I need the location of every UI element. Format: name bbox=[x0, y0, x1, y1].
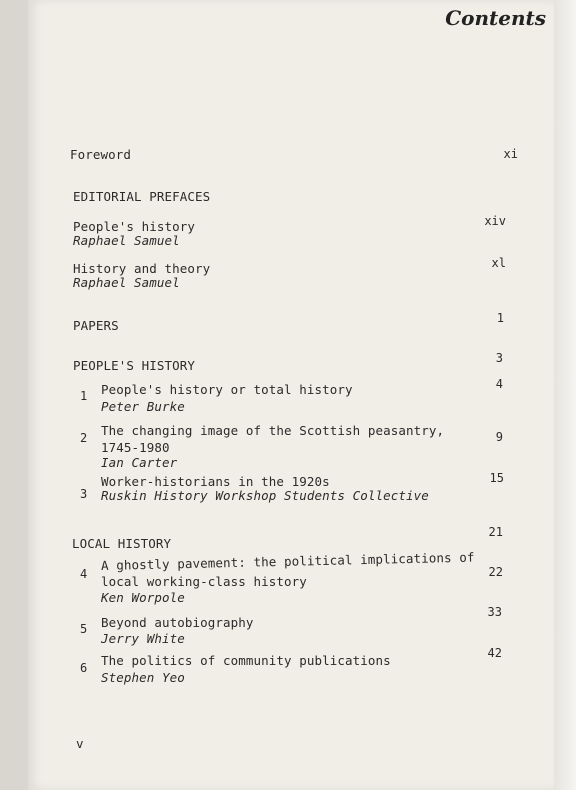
toc-entry-number: 3 bbox=[80, 487, 88, 501]
toc-section-peoples-history: PEOPLE'S HISTORY bbox=[73, 358, 196, 373]
toc-entry-author: Ken Worpole bbox=[101, 590, 185, 605]
toc-entry-title-continued: local working-class history bbox=[101, 574, 307, 589]
toc-entry-page: 42 bbox=[487, 646, 502, 660]
toc-section-page: 21 bbox=[488, 525, 503, 539]
toc-section-page: 3 bbox=[495, 351, 503, 365]
toc-entry-number: 2 bbox=[80, 431, 88, 445]
toc-entry-number: 5 bbox=[80, 622, 88, 636]
toc-foreword-title: Foreword bbox=[70, 147, 132, 162]
toc-foreword-page: xi bbox=[503, 147, 518, 161]
toc-entry-title: The politics of community publications bbox=[101, 653, 391, 668]
toc-entry-author: Ruskin History Workshop Students Collective bbox=[101, 488, 429, 503]
toc-entry-page: 9 bbox=[495, 430, 503, 444]
toc-entry-title: The changing image of the Scottish peasantry, bbox=[101, 423, 445, 438]
toc-entry-page: 4 bbox=[495, 377, 503, 391]
toc-entry-title: Worker-historians in the 1920s bbox=[101, 474, 330, 489]
toc-entry-page: xiv bbox=[484, 214, 506, 228]
toc-entry-author: Peter Burke bbox=[101, 399, 185, 414]
toc-entry-author: Stephen Yeo bbox=[101, 670, 185, 685]
toc-entry-title: A ghostly pavement: the political implications of bbox=[100, 549, 475, 573]
toc-section-local-history: LOCAL HISTORY bbox=[72, 536, 172, 551]
toc-entry-title-continued: 1745-1980 bbox=[101, 440, 170, 455]
toc-entry-author: Ian Carter bbox=[101, 455, 178, 470]
toc-section-page: 1 bbox=[496, 311, 504, 325]
toc-section-editorial-prefaces: EDITORIAL PREFACES bbox=[73, 189, 211, 204]
toc-entry-title: History and theory bbox=[73, 261, 211, 276]
toc-entry-number: 6 bbox=[80, 661, 88, 675]
toc-entry-page: 22 bbox=[488, 565, 503, 579]
toc-entry-author: Raphael Samuel bbox=[73, 233, 180, 248]
toc-entry-title: Beyond autobiography bbox=[101, 615, 254, 630]
toc-entry-author: Raphael Samuel bbox=[73, 275, 180, 290]
toc-entry-number: 4 bbox=[80, 567, 88, 581]
toc-entry-title: People's history bbox=[73, 219, 196, 234]
toc-section-papers: PAPERS bbox=[73, 318, 119, 333]
toc-entry-author: Jerry White bbox=[101, 631, 185, 646]
toc-entry-number: 1 bbox=[80, 389, 88, 403]
page-title: Contents bbox=[445, 6, 546, 30]
toc-entry-page: xl bbox=[491, 256, 506, 270]
book-page bbox=[28, 0, 554, 790]
page-number: v bbox=[76, 736, 84, 751]
toc-entry-page: 15 bbox=[489, 471, 504, 485]
toc-entry-title: People's history or total history bbox=[101, 382, 353, 397]
toc-entry-page: 33 bbox=[487, 605, 502, 619]
